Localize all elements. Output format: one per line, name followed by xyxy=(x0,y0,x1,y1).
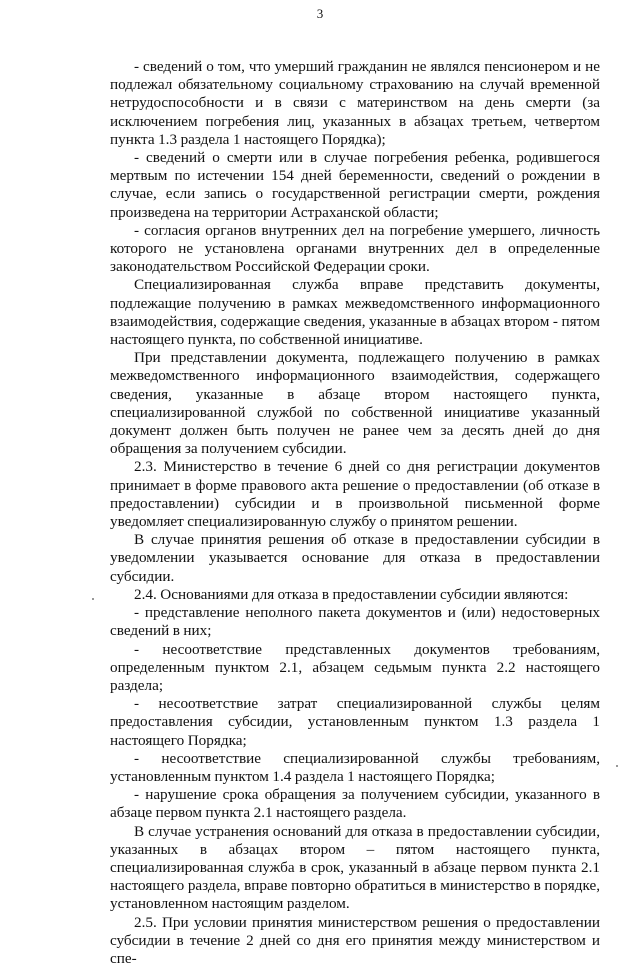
paragraph-7: В случае принятия решения об отказе в предоставлении субсидии в уведомлении указывается основание для отказа в предоставлении субсидии. xyxy=(110,531,600,585)
page-number: 3 xyxy=(316,6,324,21)
paragraph-8: 2.4. Основаниями для отказа в предоставлении субсидии являются: xyxy=(134,585,569,603)
paragraph-6: 2.3. Министерство в течение 6 дней со дня регистрации документов принимает в форме правового акта решение о предоставлении (об отказе в предоставлении) субсидии и в произвольной письменной форме уведомляет специализированную службу о принятом решении. xyxy=(110,458,600,531)
paragraph-5: При представлении документа, подлежащего получению в рамках межведомственного информационного взаимодействия, содержащего сведения, указанные в абзаце втором настоящего пункта, специализированной службой по собственной инициативе указанный документ должен быть получен не ранее чем за десять дней до дня обращения за получением субсидии. xyxy=(110,349,600,458)
paragraph-9: - представление неполного пакета документов и (или) недостоверных сведений в них; xyxy=(110,604,600,640)
paragraph-10: - несоответствие представленных документов требованиям, определенным пунктом 2.1, абзацем седьмым пункта 2.2 настоящего раздела; xyxy=(110,640,600,694)
scan-speck xyxy=(92,598,94,600)
paragraph-3: - согласия органов внутренних дел на погребение умершего, личность которого не установлена органами внутренних дел в определенные законодательством Российской Федерации сроки. xyxy=(110,221,600,276)
paragraph-4: Специализированная служба вправе представить документы, подлежащие получению в рамках межведомственного информационного взаимодействия, содержащие сведения, указанные в абзацах втором - пятом настоящего пункта, по собственной инициативе. xyxy=(110,276,600,349)
scan-speck xyxy=(616,765,618,767)
paragraph-2: - сведений о смерти или в случае погребения ребенка, родившегося мертвым по истечении 154 дней беременности, сведений о рождении в случае, если запись о государственной регистрации смерти, рождения произведена на территории Астраханской области; xyxy=(110,149,600,221)
paragraph-13: - нарушение срока обращения за получением субсидии, указанного в абзаце первом пункта 2.1 настоящего раздела. xyxy=(110,786,600,822)
paragraph-11: - несоответствие затрат специализированной службы целям предоставления субсидии, установленным пунктом 1.3 раздела 1 настоящего Порядка; xyxy=(110,695,600,749)
paragraph-1: - сведений о том, что умерший гражданин не являлся пенсионером и не подлежал обязательному социальному страхованию на случай временной нетрудоспособности и в связи с материнством на день смерти (за исключением погребения лиц, указанных в абзацах третьем, четвертом пункта 1.3 раздела 1 настоящего Порядка); xyxy=(110,58,600,148)
document-body xyxy=(110,58,600,968)
paragraph-14: В случае устранения оснований для отказа в предоставлении субсидии, указанных в абзацах втором – пятом настоящего пункта, специализированная служба в срок, указанный в абзаце первом пункта 2.1 настоящего раздела, вправе повторно обратиться в министерство в порядке, установленном настоящим разделом. xyxy=(110,822,600,913)
paragraph-15: 2.5. При условии принятия министерством решения о предоставлении субсидии в течение 2 дней со дня его принятия между министерством и спе- xyxy=(110,913,600,967)
paragraph-12: - несоответствие специализированной службы требованиям, установленным пунктом 1.4 раздела 1 настоящего Порядка; xyxy=(110,749,600,785)
